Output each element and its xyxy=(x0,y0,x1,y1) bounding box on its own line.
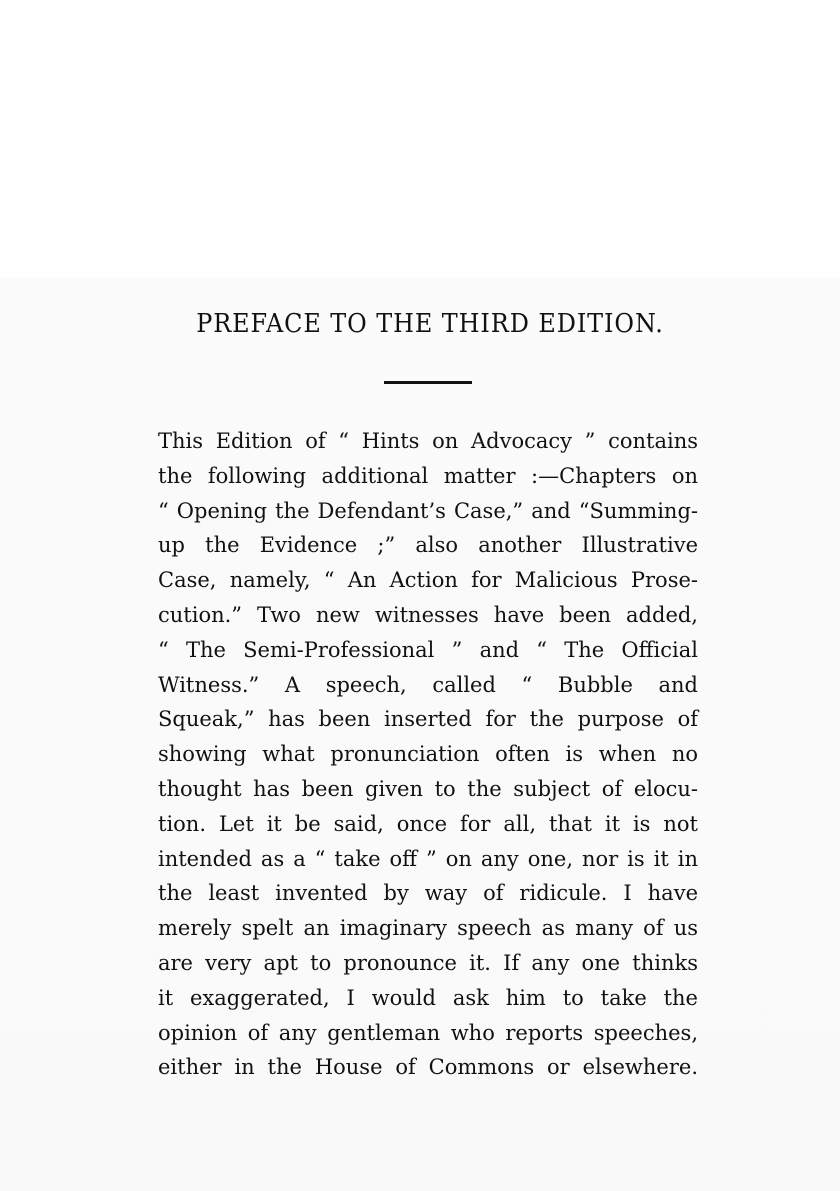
text-line: Squeak,” has been inserted for the purpose of xyxy=(158,707,698,732)
title-rule-divider xyxy=(384,381,472,384)
text-line: “ The Semi-Professional ” and “ The Official xyxy=(158,637,698,662)
text-line: the least invented by way of ridicule. I have xyxy=(158,881,698,906)
text-line: it exaggerated, I would ask him to take the xyxy=(158,985,698,1010)
text-line: Witness.” A speech, called “ Bubble and xyxy=(158,672,698,697)
text-line: merely spelt an imaginary speech as many of us xyxy=(158,916,698,941)
text-line: tion. Let it be said, once for all, that it is not xyxy=(158,811,698,836)
text-line: intended as a “ take off ” on any one, nor is it in xyxy=(158,846,698,871)
text-line: opinion of any gentleman who reports speeches, xyxy=(158,1020,698,1045)
text-line: either in the House of Commons or elsewhere. xyxy=(158,1055,698,1080)
text-line: “ Opening the Defendant’s Case,” and “Summing- xyxy=(158,498,698,523)
text-line: showing what pronunciation often is when no xyxy=(158,742,698,767)
text-line: thought has been given to the subject of elocu- xyxy=(158,776,698,801)
page-title: PREFACE TO THE THIRD EDITION. xyxy=(196,309,664,339)
text-line: cution.” Two new witnesses have been added, xyxy=(158,602,698,627)
text-line: are very apt to pronounce it. If any one thinks xyxy=(158,950,698,975)
preface-body xyxy=(158,424,698,1085)
text-line: This Edition of “ Hints on Advocacy ” contains xyxy=(158,429,698,453)
text-line: Case, namely, “ An Action for Malicious Prose- xyxy=(158,568,698,593)
text-line: the following additional matter :—Chapters on xyxy=(158,463,698,488)
text-line: up the Evidence ;” also another Illustrative xyxy=(158,533,698,558)
